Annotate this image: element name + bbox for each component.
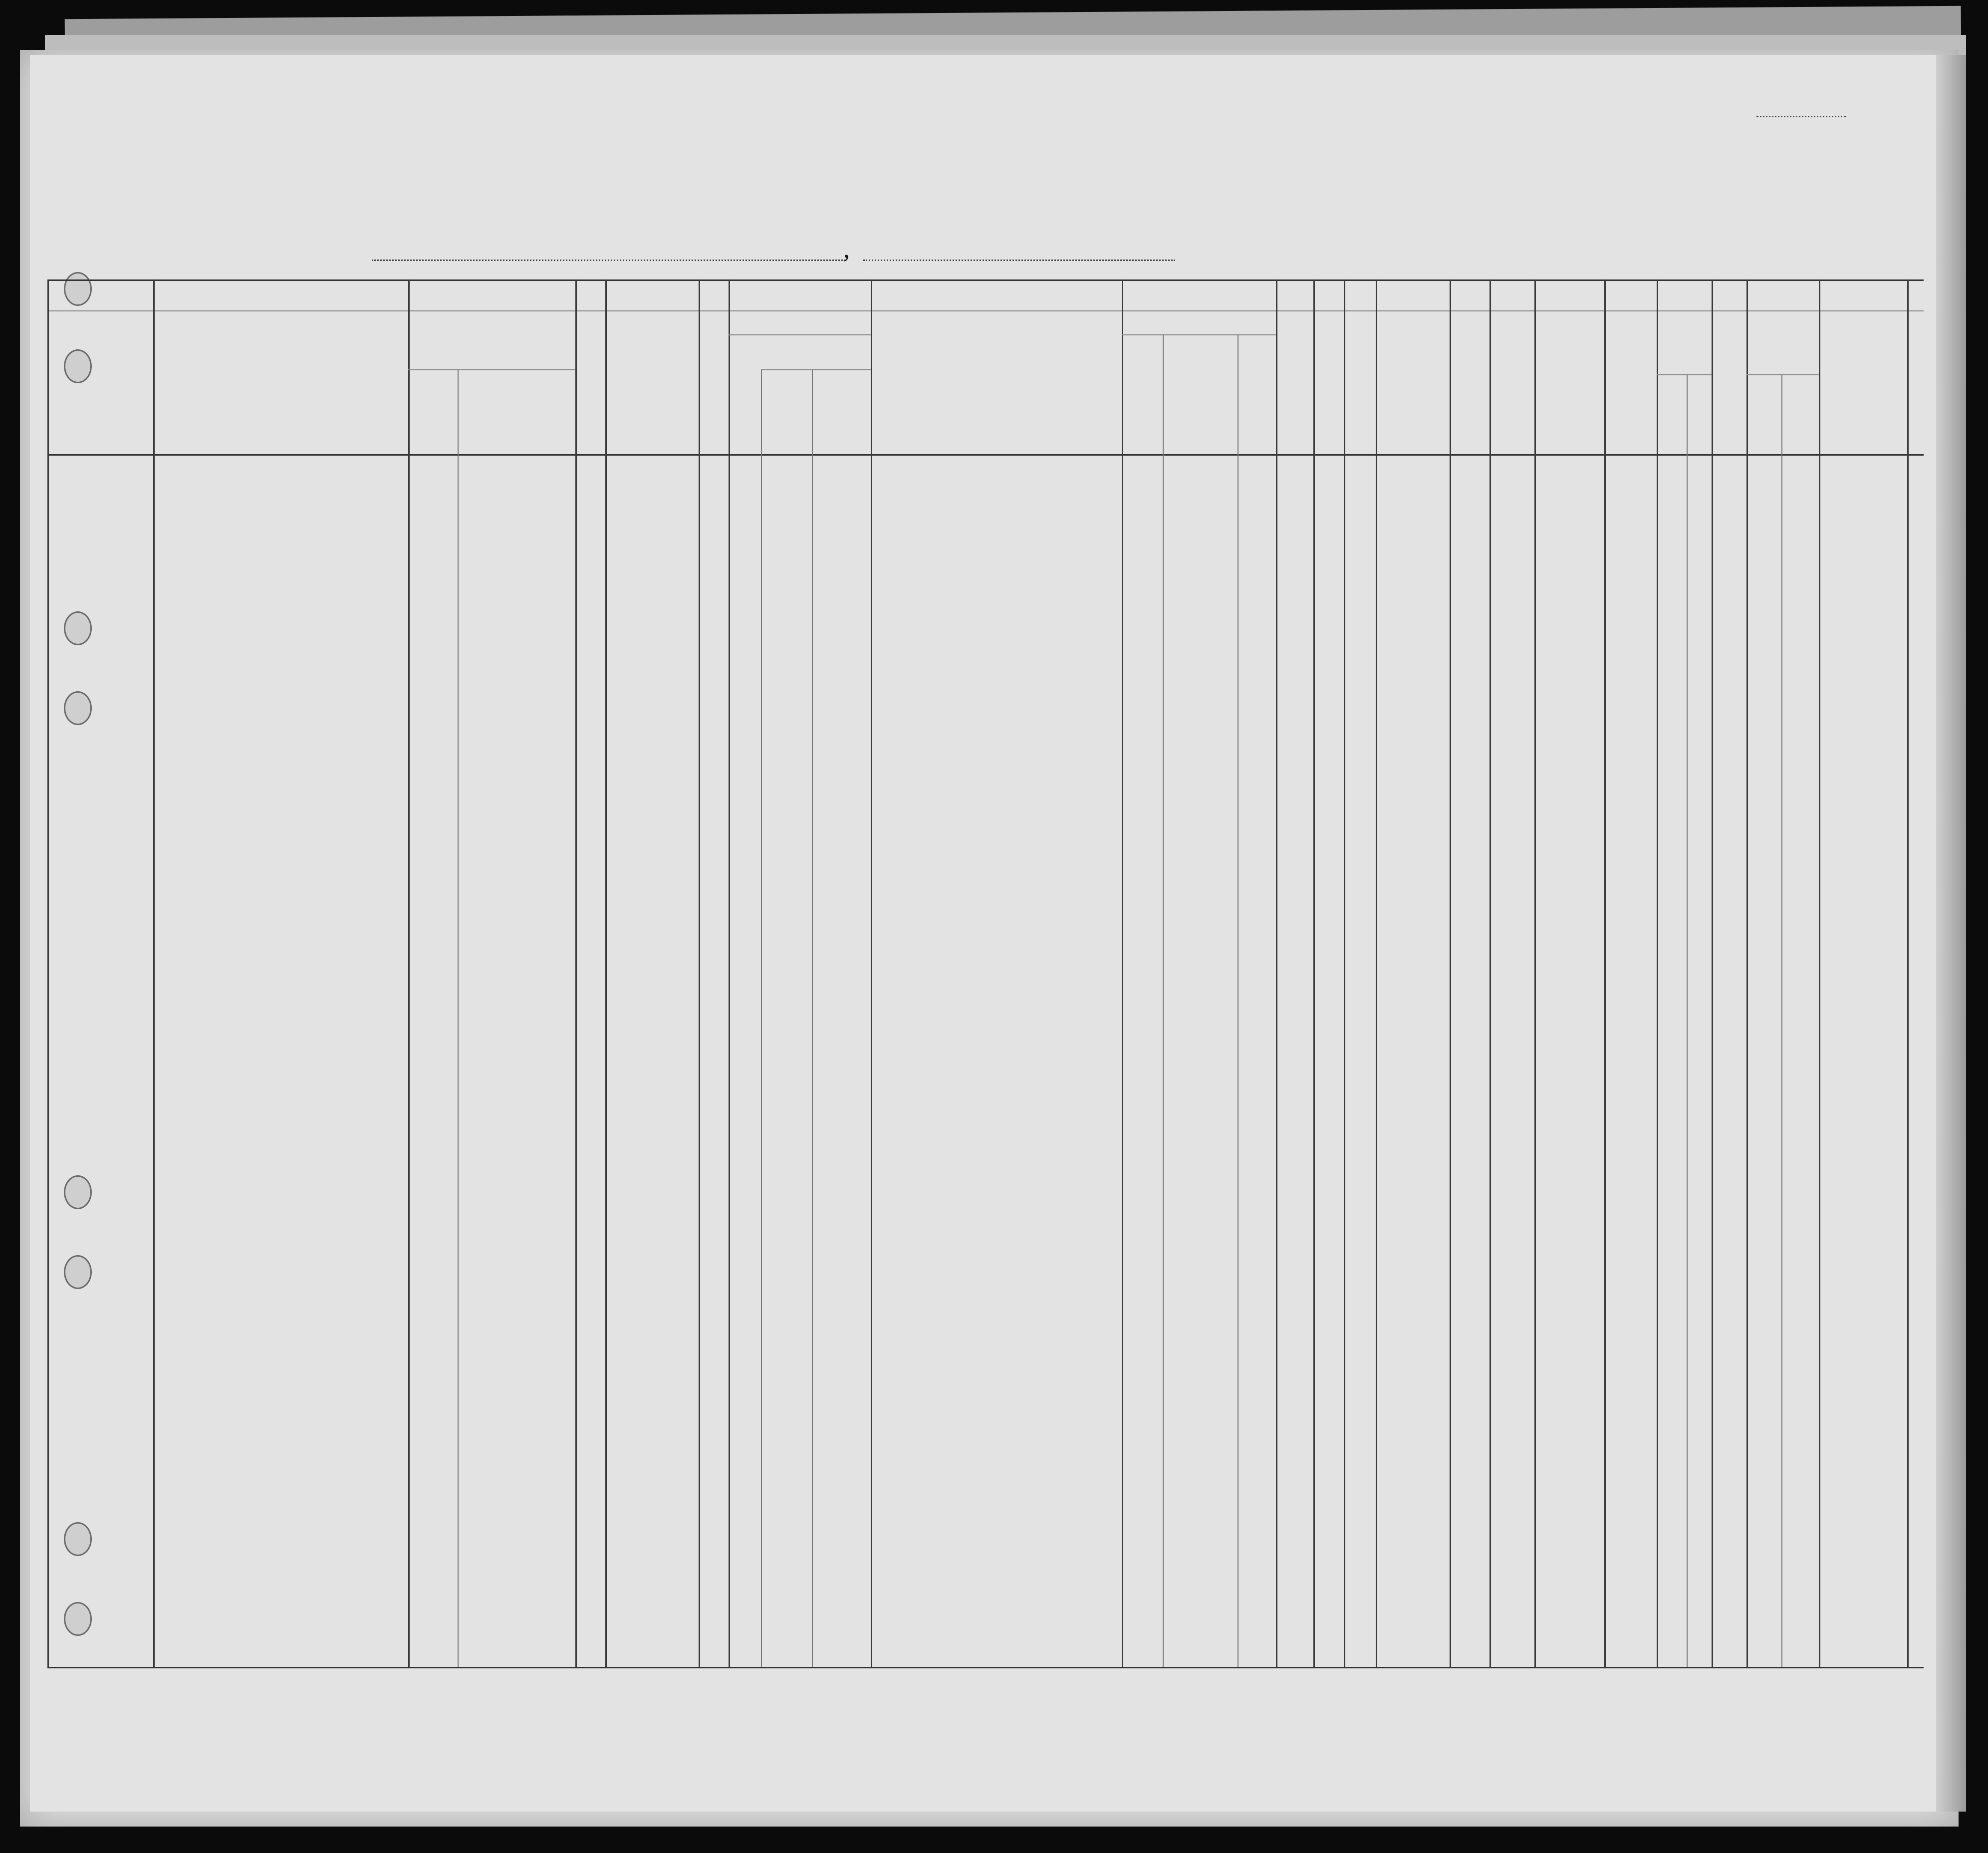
- col-rule: [575, 279, 577, 1667]
- col-rule: [1276, 279, 1277, 1667]
- rule: [729, 334, 871, 335]
- comma: ,: [843, 235, 850, 264]
- col-rule: [812, 369, 813, 1667]
- rule: [408, 369, 575, 370]
- manifest-table: [47, 279, 1924, 1667]
- rule: [47, 454, 1924, 456]
- rule: [761, 369, 871, 370]
- col-rule: [1163, 334, 1164, 1667]
- rule: [47, 279, 1924, 281]
- col-rule: [1819, 279, 1820, 1667]
- col-rule: [605, 279, 607, 1667]
- col-rule: [699, 279, 700, 1667]
- col-rule: [1450, 279, 1451, 1667]
- col-rule: [1238, 334, 1239, 1667]
- date-line: [863, 260, 1175, 261]
- page-right-edge: [1936, 55, 1966, 1812]
- col-rule: [1344, 279, 1345, 1667]
- col-rule: [1781, 374, 1782, 1667]
- col-rule: [1534, 279, 1536, 1667]
- col-rule: [1376, 279, 1377, 1667]
- col-rule: [1907, 279, 1909, 1667]
- col-rule: [1657, 279, 1658, 1667]
- col-rule: [1604, 279, 1606, 1667]
- col-rule: [871, 279, 872, 1667]
- list-line: [1756, 116, 1846, 117]
- col-rule: [1490, 279, 1491, 1667]
- rule: [1746, 374, 1819, 375]
- rule: [1657, 374, 1712, 375]
- col-rule: [1313, 279, 1315, 1667]
- col-rule: [1746, 279, 1748, 1667]
- col-rule: [408, 279, 410, 1667]
- col-rule: [1687, 374, 1688, 1667]
- col-rule: [761, 369, 762, 1667]
- col-rule: [153, 279, 155, 1667]
- rule: [47, 1667, 1924, 1668]
- col-rule: [47, 279, 49, 1667]
- port-line: [372, 260, 846, 261]
- rule: [47, 310, 1924, 311]
- col-rule: [458, 369, 459, 1667]
- col-rule: [1712, 279, 1713, 1667]
- col-rule: [1122, 279, 1123, 1667]
- rule: [1122, 334, 1276, 335]
- col-rule: [729, 279, 730, 1667]
